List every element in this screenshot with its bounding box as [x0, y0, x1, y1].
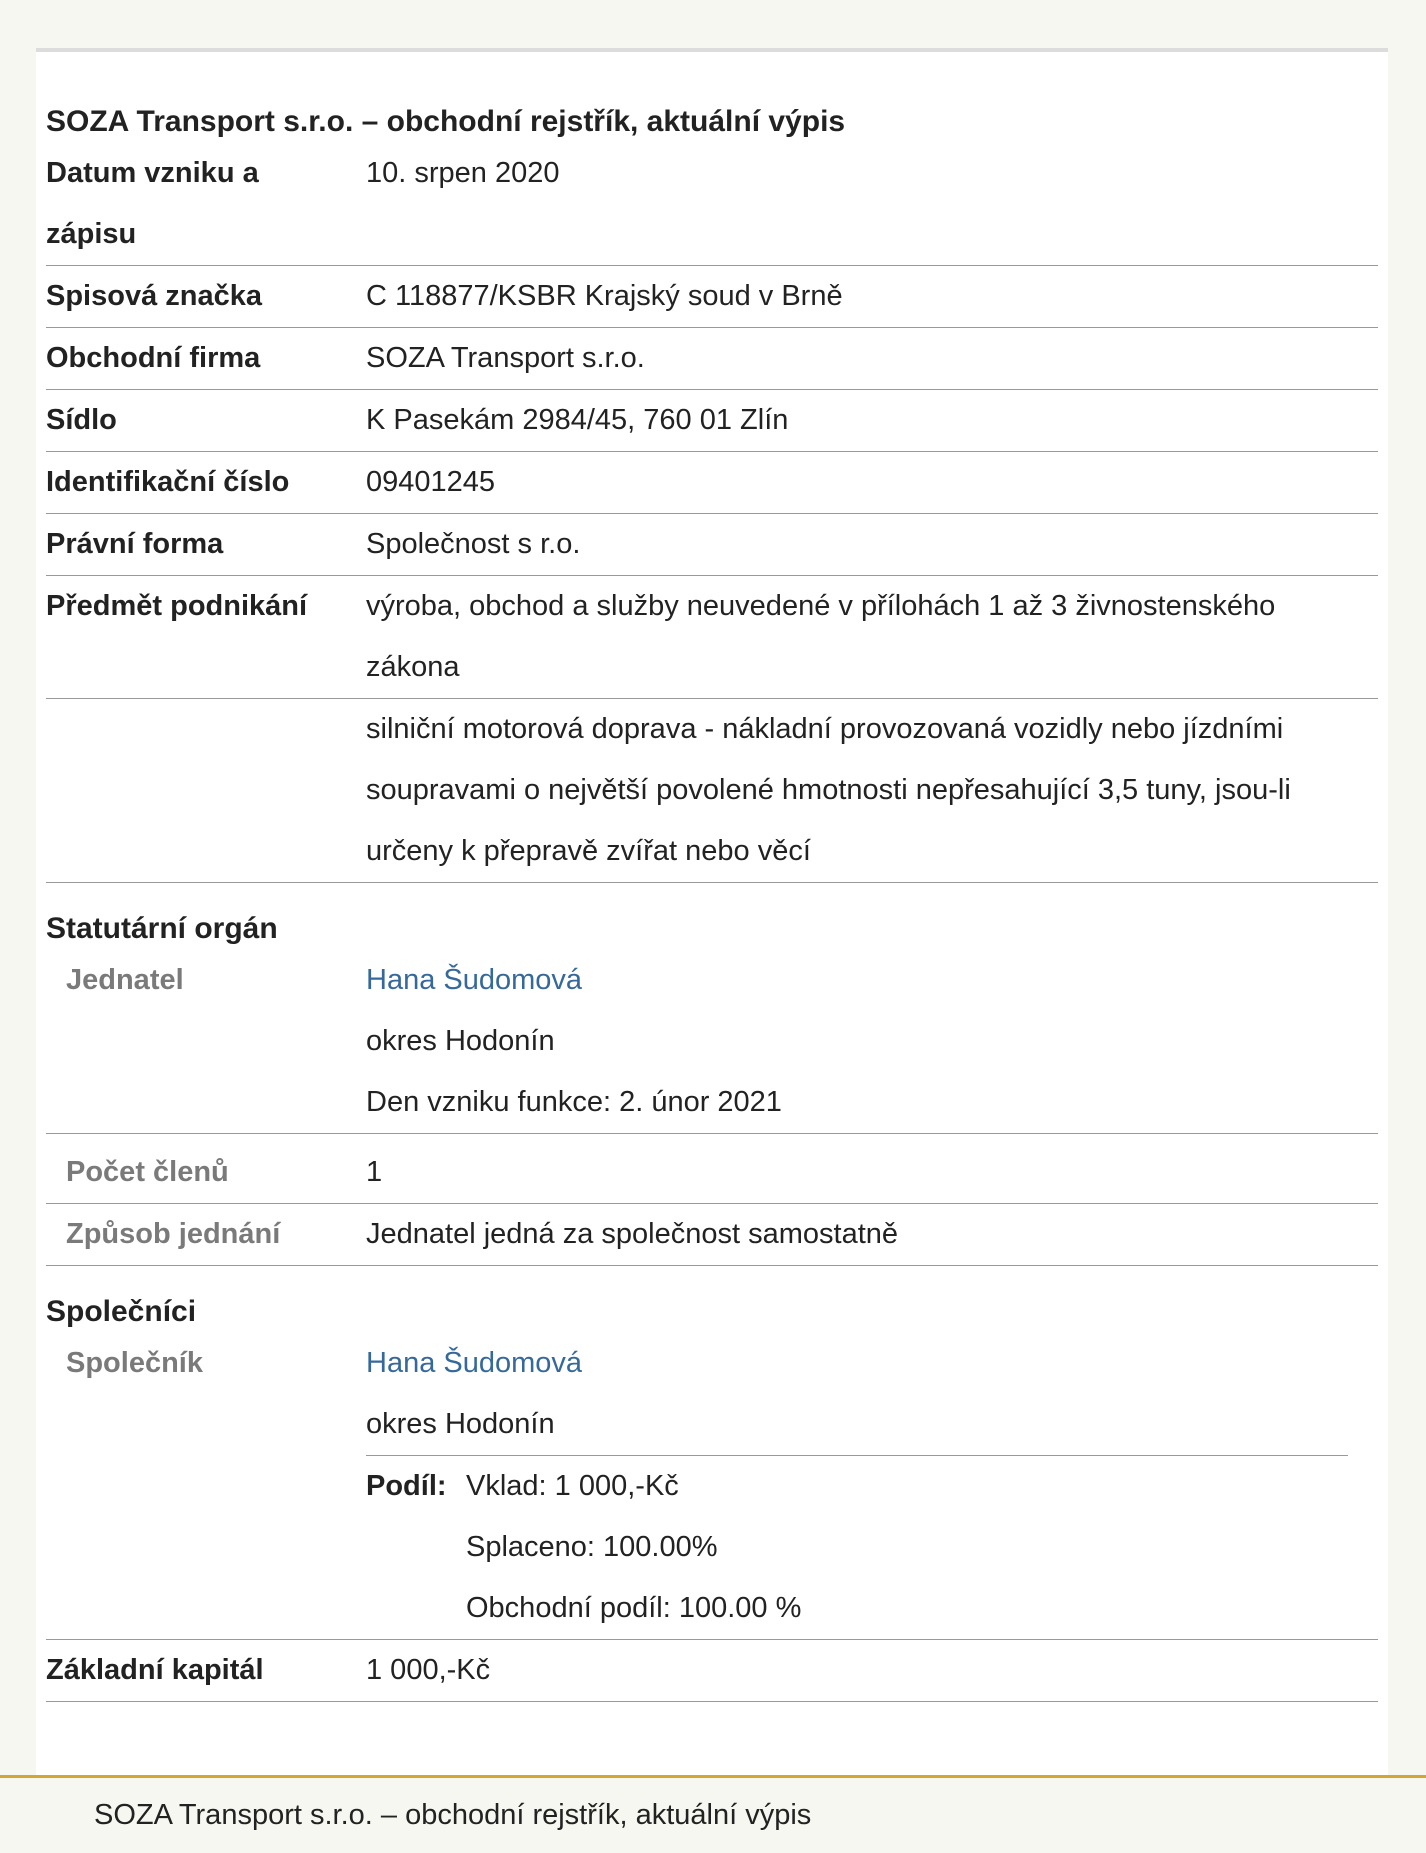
- jednatel-district: okres Hodonín: [366, 1025, 555, 1057]
- datum-value: 10. srpen 2020: [366, 157, 560, 189]
- podil-vklad: Vklad: 1 000,-Kč: [466, 1470, 679, 1502]
- row-pocet-clenu: [46, 1142, 1378, 1204]
- spolecnik-label: Společník: [66, 1347, 203, 1379]
- row-jednatel: [46, 950, 1378, 1134]
- podil-block: [366, 1455, 1348, 1639]
- podil-splaceno: Splaceno: 100.00%: [466, 1531, 718, 1563]
- row-predmet-1: [46, 576, 1378, 699]
- zakladni-kapital-value: 1 000,-Kč: [366, 1654, 491, 1686]
- footer-title: SOZA Transport s.r.o. – obchodní rejstřík, aktuální výpis: [94, 1799, 812, 1831]
- podil-label: Podíl:: [366, 1470, 447, 1502]
- row-ico: [46, 452, 1378, 514]
- datum-label-text: Datum vzniku a zápisu: [46, 157, 259, 250]
- page-title: SOZA Transport s.r.o. – obchodní rejstřík, aktuální výpis: [46, 105, 846, 138]
- pocet-clenu-value: 1: [366, 1156, 383, 1188]
- spolecnik-district: okres Hodonín: [366, 1408, 555, 1440]
- statutarni-heading: Statutární orgán: [46, 912, 278, 945]
- jednatel-value: [366, 950, 1378, 1133]
- firma-label: Obchodní firma: [46, 342, 261, 374]
- row-spolecnik: [46, 1333, 1378, 1640]
- sidlo-label: Sídlo: [46, 404, 117, 436]
- row-datum: [46, 143, 1378, 266]
- pocet-clenu-label: Počet členů: [66, 1156, 229, 1188]
- spolecnici-heading: Společníci: [46, 1295, 197, 1328]
- register-card: [36, 48, 1388, 1777]
- ico-value: 09401245: [366, 466, 496, 498]
- row-zakladni-kapital: [46, 1640, 1378, 1702]
- page-footer: [0, 1775, 1426, 1853]
- jednatel-since: Den vzniku funkce: 2. únor 2021: [366, 1086, 782, 1118]
- row-sidlo: [46, 390, 1378, 452]
- predmet-value-1: výroba, obchod a služby neuvedené v přílohách 1 až 3 živnostenského zákona: [366, 590, 1276, 683]
- row-firma: [46, 328, 1378, 390]
- spisova-label: Spisová značka: [46, 280, 262, 312]
- row-zpusob: [46, 1204, 1378, 1266]
- spolecnik-value: [366, 1333, 1378, 1639]
- register-content: [36, 52, 1388, 1702]
- firma-value: SOZA Transport s.r.o.: [366, 342, 645, 374]
- spisova-value: C 118877/KSBR Krajský soud v Brně: [366, 280, 843, 312]
- predmet-value-2: silniční motorová doprava - nákladní provozovaná vozidly nebo jízdními soupravami o největší povolené hmotnosti nepřesahující 3,5 tuny, jsou-li určeny k přepravě zvířat nebo věcí: [366, 713, 1291, 867]
- podil-obchodni: Obchodní podíl: 100.00 %: [466, 1592, 802, 1624]
- zpusob-label: Způsob jednání: [66, 1218, 281, 1250]
- podil-values: [466, 1456, 801, 1639]
- spolecnik-name-link[interactable]: Hana Šudomová: [366, 1347, 583, 1379]
- sidlo-value: K Pasekám 2984/45, 760 01 Zlín: [366, 404, 789, 436]
- ico-label: Identifikační číslo: [46, 466, 290, 498]
- jednatel-name-link[interactable]: Hana Šudomová: [366, 964, 583, 996]
- pravni-forma-value: Společnost s r.o.: [366, 528, 581, 560]
- datum-label: [46, 143, 366, 265]
- predmet-label: Předmět podnikání: [46, 590, 308, 622]
- pravni-forma-label: Právní forma: [46, 528, 224, 560]
- row-pravni-forma: [46, 514, 1378, 576]
- zakladni-kapital-label: Základní kapitál: [46, 1654, 264, 1686]
- predmet-label-empty: [46, 699, 366, 882]
- row-predmet-2: [46, 699, 1378, 883]
- zpusob-value: Jednatel jedná za společnost samostatně: [366, 1218, 899, 1250]
- jednatel-label: Jednatel: [66, 964, 184, 996]
- row-spisova: [46, 266, 1378, 328]
